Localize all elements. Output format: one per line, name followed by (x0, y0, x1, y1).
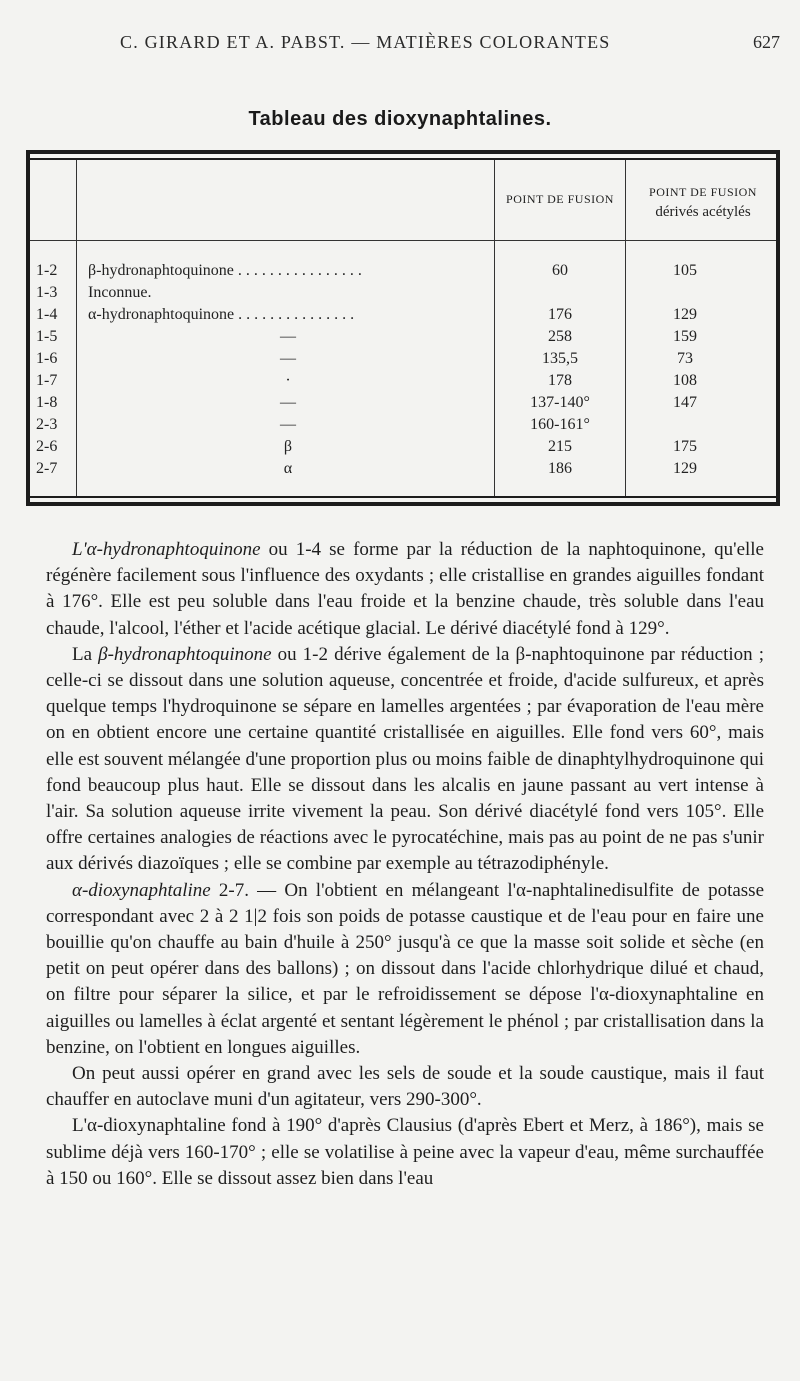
row-compound: — (280, 350, 296, 367)
row-fusion-point: 60 (552, 262, 568, 279)
page-number: 627 (753, 32, 780, 52)
paragraph (46, 642, 764, 878)
column-header-fusion: POINT DE FUSION (506, 192, 614, 206)
row-acetyl-point: 105 (673, 262, 697, 279)
row-acetyl-point: 73 (677, 350, 693, 367)
row-compound: α (283, 460, 293, 477)
paragraph (46, 537, 764, 642)
paragraph: L'α-dioxynaphtaline fond à 190° d'après Clausius (d'après Ebert et Merz, à 186°), mais se sublime déjà vers 160-170° ; elle se volatilise à peine avec la vapeur d'eau, même surchauffée à 150 ou 160°. Elle se dissout assez bien dans l'eau (46, 1115, 764, 1189)
row-fusion-point: 137-140° (530, 394, 590, 411)
table-row (30, 306, 776, 324)
row-fusion-point: 135,5 (542, 350, 578, 367)
row-compound: β (283, 438, 293, 455)
dioxynaphtalines-table (26, 150, 780, 506)
row-position: 1-2 (36, 262, 58, 279)
row-compound: Inconnue. (88, 284, 152, 301)
row-fusion-point: 178 (548, 372, 572, 389)
row-position: 1-4 (36, 306, 58, 323)
compound-name: L'α-hydronaphtoquinone (72, 539, 261, 560)
compound-name: α-dioxynaphtaline (72, 879, 211, 901)
paragraph-text: ou 1-2 dérive également de la β-naphtoquinone par réduction ; celle-ci se dissout dans une solution aqueuse, concentrée et froide, d'acide sulfureux, et après quelque temps l'hydroquinone se sépare en lamelles argentées ; par évaporation de l'eau mère on en obtient encore une certaine quantité cristallisée en aiguilles. Elle fond vers 60°, mais elle est souvent mélangée d'une proportion plus ou moins faible de dinaphtylhydroquinone qui fond beaucoup plus haut. Elle se dissout dans les alcalis en jaune passant au vert intense à l'air. Sa solution aqueuse irrite vivement la peau. Son dérivé diacétylé fond vers 105°. Elle offre certaines analogies de réactions avec le pyrocatéchine, mais pas au point de ne pas s'unir aux dérivés diazoïques ; elle se combine par exemple au tétrazodiphényle. (46, 643, 764, 875)
paragraph (46, 878, 764, 1061)
row-fusion-point: 176 (548, 306, 572, 323)
table-row (30, 372, 776, 390)
row-fusion-point: 258 (548, 328, 572, 345)
table-row (30, 460, 776, 478)
paragraph-lead: La (72, 643, 99, 665)
row-position: 1-7 (36, 372, 58, 389)
column-header-acetyl (628, 182, 778, 222)
compound-name: β-hydronaphtoquinone (98, 643, 272, 665)
column-header-acetyl-bottom: dérivés acétylés (655, 204, 751, 220)
row-acetyl-point: 175 (673, 438, 697, 455)
header-divider (30, 240, 776, 241)
page-header (0, 32, 800, 58)
table-row (30, 394, 776, 412)
column-header-acetyl-top: POINT DE FUSION (649, 185, 757, 199)
table-row (30, 416, 776, 434)
row-compound: β-hydronaphtoquinone . . . . . . . . . . . . . . . . (88, 262, 362, 279)
paragraph-text: ou 1-4 se forme par la réduction de la naphtoquinone, qu'elle régénère facilement sous l'influence des oxydants ; elle cristallise en grandes aiguilles fondant à 176°. Elle est peu soluble dans l'eau froide et la benzine chaude, très soluble dans l'eau chaude, l'alcool, l'éther et l'acide acétique glacial. Le dérivé diacétylé fond à 129°. (46, 539, 764, 639)
body-text (46, 537, 764, 1192)
row-position: 2-7 (36, 460, 58, 477)
table-row (30, 328, 776, 346)
row-position: 1-6 (36, 350, 58, 367)
row-fusion-point: 186 (548, 460, 572, 477)
row-compound: — (280, 416, 296, 433)
row-fusion-point: 160-161° (530, 416, 590, 433)
row-acetyl-point: 147 (673, 394, 697, 411)
row-position: 1-8 (36, 394, 58, 411)
row-position: 2-3 (36, 416, 58, 433)
table-border-inner-bottom (30, 496, 776, 498)
row-position: 2-6 (36, 438, 58, 455)
row-acetyl-point: 108 (673, 372, 697, 389)
paragraph-text: 2-7. — On l'obtient en mélangeant l'α-naphtalinedisulfite de potasse correspondant avec 2 à 2 1|2 fois son poids de potasse caustique et de l'eau pour en faire une bouillie qu'on chauffe au bain d'huile à 250° jusqu'à ce que la masse soit solide et sèche (en petit on peut opérer dans des ballons) ; on dissout dans l'acide chlorhydrique dilué et chaud, on filtre pour séparer la silice, et par le refroidissement se dépose l'α-dioxynaphtaline en aiguilles ou lamelles à éclat argenté et sentant légèrement le phénol ; par cristallisation dans la benzine, on l'obtient en longues aiguilles. (46, 879, 764, 1058)
row-position: 1-3 (36, 284, 58, 301)
row-compound: — (280, 328, 296, 345)
row-compound: α-hydronaphtoquinone . . . . . . . . . . . . . . . (88, 306, 355, 323)
table-border-inner-top (30, 158, 776, 160)
table-row (30, 284, 776, 302)
table-row (30, 350, 776, 368)
table-row (30, 438, 776, 456)
row-compound: — (280, 394, 296, 411)
table-title: Tableau des dioxynaphtalines. (248, 108, 552, 130)
row-acetyl-point: 129 (673, 460, 697, 477)
paragraph: On peut aussi opérer en grand avec les sels de soude et la soude caustique, mais il faut chauffer en autoclave muni d'un agitateur, vers 290-300°. (46, 1063, 764, 1111)
row-position: 1-5 (36, 328, 58, 345)
row-acetyl-point: 159 (673, 328, 697, 345)
row-fusion-point: 215 (548, 438, 572, 455)
running-head: C. GIRARD ET A. PABST. — MATIÈRES COLORANTES (120, 32, 611, 52)
row-acetyl-point: 129 (673, 306, 697, 323)
row-compound: · (285, 372, 291, 389)
table-row (30, 262, 776, 280)
